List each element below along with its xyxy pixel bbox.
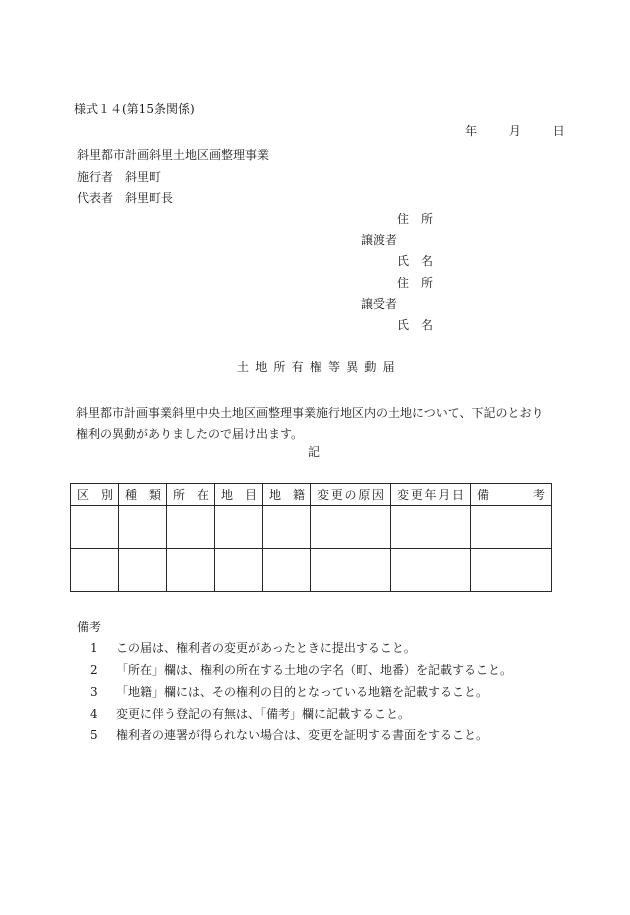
header-land-category: 地 目 — [215, 484, 263, 506]
note-item — [90, 641, 416, 655]
transferor-name-label: 氏 名 — [397, 254, 434, 268]
table-cell[interactable] — [471, 506, 552, 549]
table-cell[interactable] — [119, 506, 167, 549]
notes-heading: 備考 — [77, 620, 102, 634]
project-name: 斜里都市計画斜里土地区画整理事業 — [77, 148, 270, 162]
table-cell[interactable] — [391, 506, 471, 549]
table-cell[interactable] — [263, 549, 311, 592]
transferee-name-label: 氏 名 — [397, 318, 434, 332]
note-item — [90, 707, 410, 721]
table-cell[interactable] — [71, 549, 119, 592]
ki-marker: 記 — [308, 445, 321, 459]
executor-line: 施行者 斜里町 — [77, 170, 162, 184]
note-item — [90, 685, 488, 699]
note-number: 4 — [90, 707, 98, 721]
header-category: 区 別 — [71, 484, 119, 506]
table-cell[interactable] — [215, 506, 263, 549]
note-text: この届は、権利者の変更があったときに提出すること。 — [116, 641, 416, 655]
date-line — [465, 124, 565, 138]
note-item — [90, 663, 512, 677]
date-month-label: 月 — [508, 124, 521, 138]
table-cell[interactable] — [215, 549, 263, 592]
transferor-label: 譲渡者 — [361, 233, 398, 247]
table-cell[interactable] — [391, 549, 471, 592]
note-text: 権利者の連署が得られない場合は、変更を証明する書面をすること。 — [116, 728, 489, 742]
body-paragraph: 斜里都市計画事業斜里中央土地区画整理事業施行地区内の土地について、下記のとおり権利の異動がありましたので届け出ます。 — [76, 406, 544, 441]
table-cell[interactable] — [119, 549, 167, 592]
form-number: 様式１４(第15条関係) — [74, 102, 195, 116]
table-cell[interactable] — [71, 506, 119, 549]
table-cell[interactable] — [311, 549, 391, 592]
table-cell[interactable] — [471, 549, 552, 592]
document-title: 土地所有権等異動届 — [237, 360, 401, 374]
header-remarks: 備 考 — [471, 484, 552, 506]
note-text: 変更に伴う登記の有無は、「備考」欄に記載すること。 — [116, 707, 411, 721]
header-change-reason: 変更の原因 — [311, 484, 391, 506]
transferee-label: 譲受者 — [361, 297, 398, 311]
table-cell[interactable] — [167, 549, 215, 592]
change-table — [70, 483, 552, 592]
header-location: 所 在 — [167, 484, 215, 506]
date-day-label: 日 — [552, 124, 565, 138]
table-row — [71, 549, 552, 592]
note-text: 「所在」欄は、権利の所在する土地の字名（町、地番）を記載すること。 — [116, 663, 513, 677]
table-row — [71, 506, 552, 549]
transferor-address-label: 住 所 — [397, 212, 434, 226]
note-item — [90, 728, 488, 742]
note-text: 「地籍」欄には、その権利の目的となっている地籍を記載すること。 — [116, 685, 489, 699]
date-year-label: 年 — [465, 124, 478, 138]
header-type: 種 類 — [119, 484, 167, 506]
note-number: 1 — [90, 641, 98, 655]
table-cell[interactable] — [263, 506, 311, 549]
note-number: 5 — [90, 728, 98, 742]
table-header-row — [71, 484, 552, 506]
header-area: 地 籍 — [263, 484, 311, 506]
note-number: 3 — [90, 685, 98, 699]
table-cell[interactable] — [167, 506, 215, 549]
note-number: 2 — [90, 663, 98, 677]
header-change-date: 変更年月日 — [391, 484, 471, 506]
representative-line: 代表者 斜里町長 — [77, 191, 174, 205]
transferee-address-label: 住 所 — [397, 276, 434, 290]
table-cell[interactable] — [311, 506, 391, 549]
